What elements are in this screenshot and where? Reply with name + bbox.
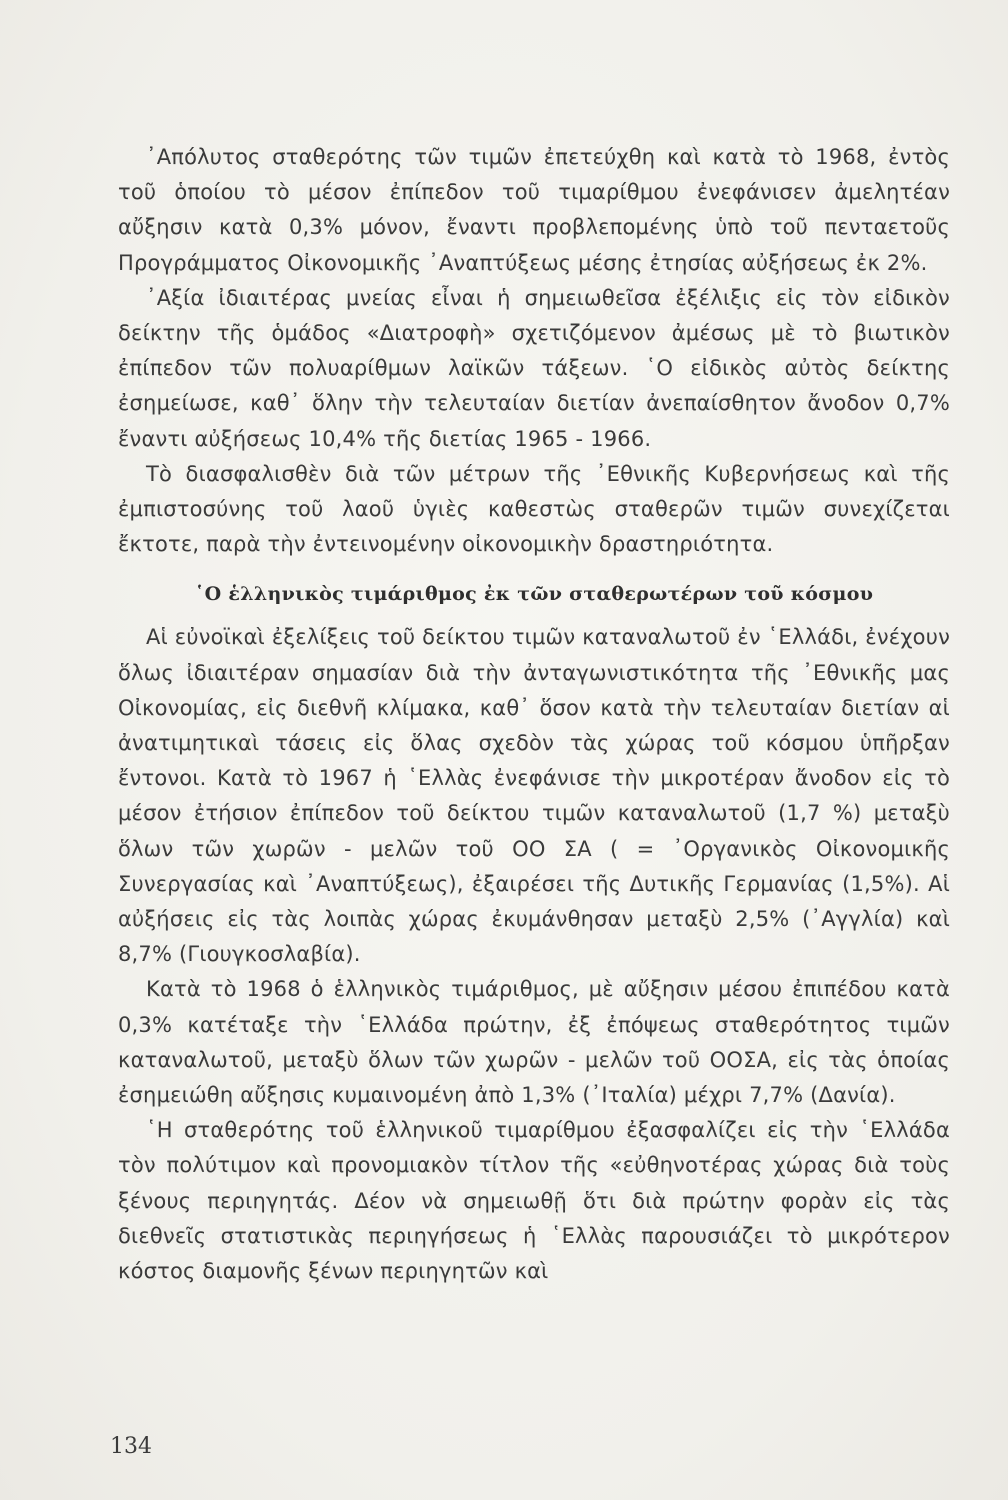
page-number: 134 — [110, 1434, 152, 1459]
paragraph-stable-prices-continue: Τὸ διασφαλισθὲν διὰ τῶν μέτρων τῆς ᾿Εθνικῆς Κυβερνήσεως καὶ τῆς ἐμπιστοσύνης τοῦ λαοῦ ὑγιὲς καθεστὼς σταθερῶν τιμῶν συνεχίζεται ἔκτοτε, παρὰ τὴν ἐντεινομένην οἰκονομικὴν δραστηριότητα. — [118, 461, 950, 557]
paragraph-international-comparison: Αἱ εὐνοϊκαὶ ἐξελίξεις τοῦ δείκτου τιμῶν καταναλωτοῦ ἐν ῾Ελλάδι, ἐνέχουν ὅλως ἰδιαιτέραν σημασίαν διὰ τὴν ἀνταγωνιστικότητα τῆς ᾿Εθνικῆς μας Οἰκονομίας, εἰς διεθνῆ κλίμακα, καθ᾿ ὅσον κατὰ τὴν τελευταίαν διετίαν αἱ ἀνατιμητικαὶ τάσεις εἰς ὅλας σχεδὸν τὰς χώρας τοῦ κόσμου ὑπῆρξαν ἔντονοι. Κατὰ τὸ 1967 ἡ ῾Ελλὰς ἐνεφάνισε τὴν μικροτέραν ἄνοδον εἰς τὸ μέσον ἐτήσιον ἐπίπεδον τοῦ δείκτου τιμῶν καταναλωτοῦ (1,7 %) μεταξὺ ὅλων τῶν χωρῶν - μελῶν τοῦ ΟΟ ΣΑ ( = ᾿Οργανικὸς Οἰκονομικῆς Συνεργασίας καὶ ᾿Αναπτύξεως), ἐξαιρέσει τῆς Δυτικῆς Γερμανίας (1,5%). Αἱ αὐξήσεις εἰς τὰς λοιπὰς χώρας ἐκυμάνθησαν μεταξὺ 2,5% (᾿Αγγλία) καὶ 8,7% (Γιουγκοσλαβία). — [118, 625, 950, 967]
paragraph-food-index: ᾿Αξία ἰδιαιτέρας μνείας εἶναι ἡ σημειωθεῖσα ἐξέλιξις εἰς τὸν εἰδικὸν δείκτην τῆς ὁμάδος «Διατροφὴ» σχετιζόμενον ἀμέσως μὲ τὸ βιωτικὸν ἐπίπεδον τῶν πολυαρίθμων λαϊκῶν τάξεων. ῾Ο εἰδικὸς αὐτὸς δείκτης ἐσημείωσε, καθ᾿ ὅλην τὴν τελευταίαν διετίαν ἀνεπαίσθητον ἄνοδον 0,7% ἔναντι αὐξήσεως 10,4% τῆς διετίας 1965 - 1966. — [118, 285, 950, 451]
paragraph-price-stability-1968: ᾿Απόλυτος σταθερότης τῶν τιμῶν ἐπετεύχθη καὶ κατὰ τὸ 1968, ἐντὸς τοῦ ὁποίου τὸ μέσον ἐπίπεδον τοῦ τιμαρίθμου ἐνεφάνισεν ἀμελητέαν αὔξησιν κατὰ 0,3% μόνον, ἔναντι προβλεπομένης ὑπὸ τοῦ πενταετοῦς Προγράμματος Οἰκονομικῆς ᾿Αναπτύξεως μέσης ἐτησίας αὐξήσεως ἐκ 2%. — [118, 145, 950, 275]
paragraph-tourism-cost: ῾Η σταθερότης τοῦ ἑλληνικοῦ τιμαρίθμου ἐξασφαλίζει εἰς τὴν ῾Ελλάδα τὸν πολύτιμον καὶ προνομιακὸν τίτλον τῆς «εὐθηνοτέρας χώρας διὰ τοὺς ξένους περιηγητάς. Δέον νὰ σημειωθῇ ὅτι διὰ πρώτην φορὰν εἰς τὰς διεθνεῖς στατιστικὰς περιηγήσεως ἡ ῾Ελλὰς παρουσιάζει τὸ μικρότερον κόστος διαμονῆς ξένων περιηγητῶν καὶ — [118, 1118, 950, 1284]
section-heading: ῾Ο ἑλληνικὸς τιμάριθμος ἐκ τῶν σταθερωτέρων τοῦ κόσμου — [194, 583, 874, 606]
body-text — [118, 140, 950, 1289]
paragraph-1968-ranking: Κατὰ τὸ 1968 ὁ ἑλληνικὸς τιμάριθμος, μὲ αὔξησιν μέσου ἐπιπέδου κατὰ 0,3% κατέταξε τὴν ῾Ελλάδα πρώτην, ἐξ ἐπόψεως σταθερότητος τιμῶν καταναλωτοῦ, μεταξὺ ὅλων τῶν χωρῶν - μελῶν τοῦ ΟΟΣΑ, εἰς τὰς ὁποίας ἐσημειώθη αὔξησις κυμαινομένη ἀπὸ 1,3% (᾿Ιταλία) μέχρι 7,7% (Δανία). — [118, 977, 950, 1108]
